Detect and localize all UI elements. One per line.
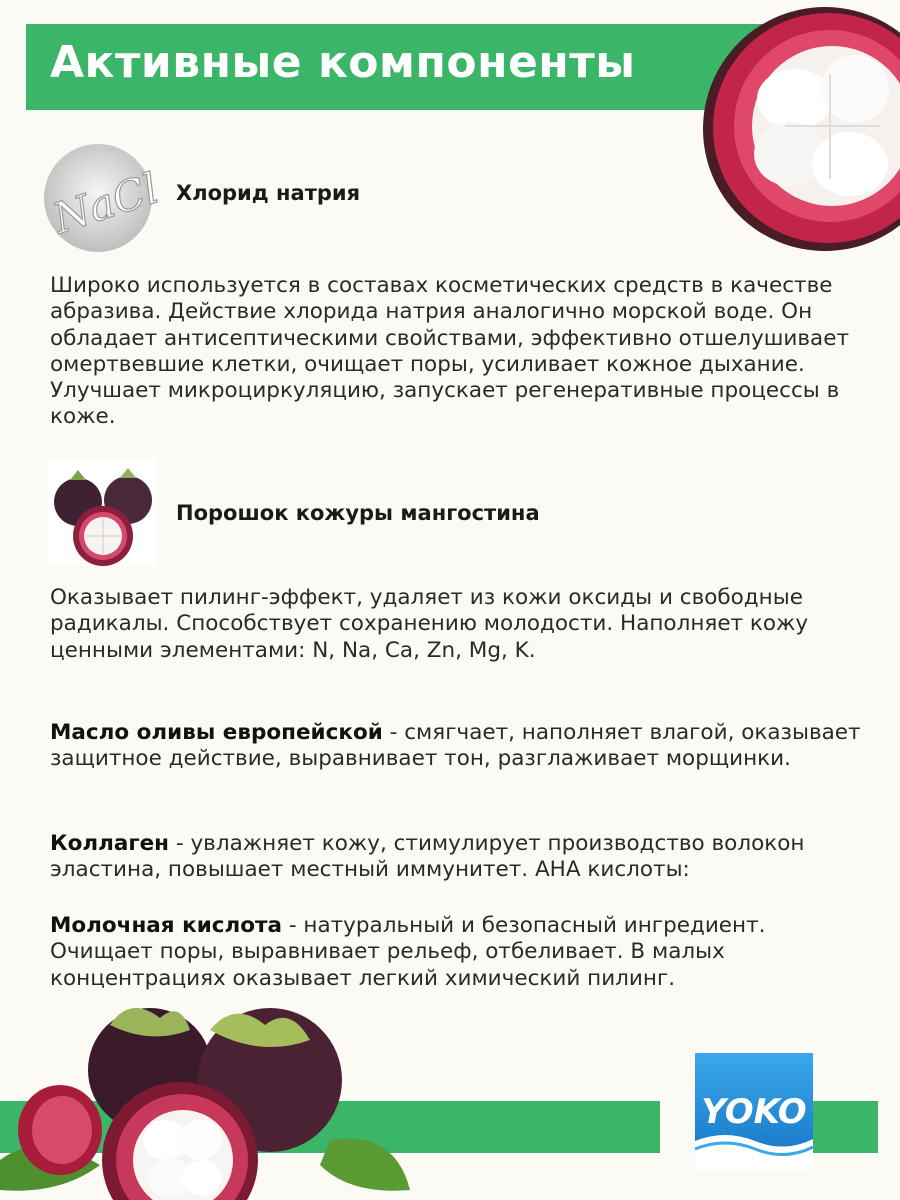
nacl-label: NaCl — [47, 163, 165, 244]
extra-name: Масло оливы европейской — [50, 720, 383, 745]
ingredient-title-sodium-chloride: Хлорид натрия — [176, 181, 361, 205]
extra-text: - смягчает, наполняет влагой, оказывает защитное действие, выравнивает тон, разглаживает морщинки. — [50, 720, 861, 772]
mangosteen-icon — [48, 458, 156, 566]
extra-lactic-acid — [50, 913, 865, 992]
page-title: Активные компоненты — [50, 37, 636, 88]
extra-name: Молочная кислота — [50, 913, 282, 938]
footer-bar-right — [812, 1101, 878, 1153]
extra-text: - увлажняет кожу, стимулирует производство волокон эластина, повышает местный иммунитет. AHA кислоты: — [50, 831, 805, 883]
mangosteen-image-top — [690, 4, 900, 254]
yoko-logo-text: YOKO — [701, 1092, 807, 1132]
yoko-logo — [695, 1053, 813, 1170]
extra-olive-oil — [50, 720, 865, 773]
ingredient-title-mangosteen-powder: Порошок кожуры мангостина — [176, 501, 540, 525]
mangosteen-image-bottom — [0, 990, 420, 1200]
extra-collagen — [50, 831, 865, 884]
ingredient-description-sodium-chloride: Широко используется в составах косметических средств в качестве абразива. Действие хлорида натрия аналогично морской воде. Он обладает антисептическими свойствами, эффективно отшелушивает омертвевшие клетки, очищает поры, усиливает кожное дыхание. Улучшает микроциркуляцию, запускает регенеративные процессы в коже. — [50, 273, 849, 430]
ingredient-description-mangosteen-powder: Оказывает пилинг-эффект, удаляет из кожи оксиды и свободные радикалы. Способствует сохранению молодости. Наполняет кожу ценными элементами: N, Na, Ca, Zn, Mg, K. — [50, 585, 809, 663]
salt-icon — [44, 144, 165, 252]
extra-text: - натуральный и безопасный ингредиент. Очищает поры, выравнивает рельеф, отбеливает. В малых концентрациях оказывает легкий химический пилинг. — [50, 913, 766, 991]
extra-name: Коллаген — [50, 831, 170, 856]
